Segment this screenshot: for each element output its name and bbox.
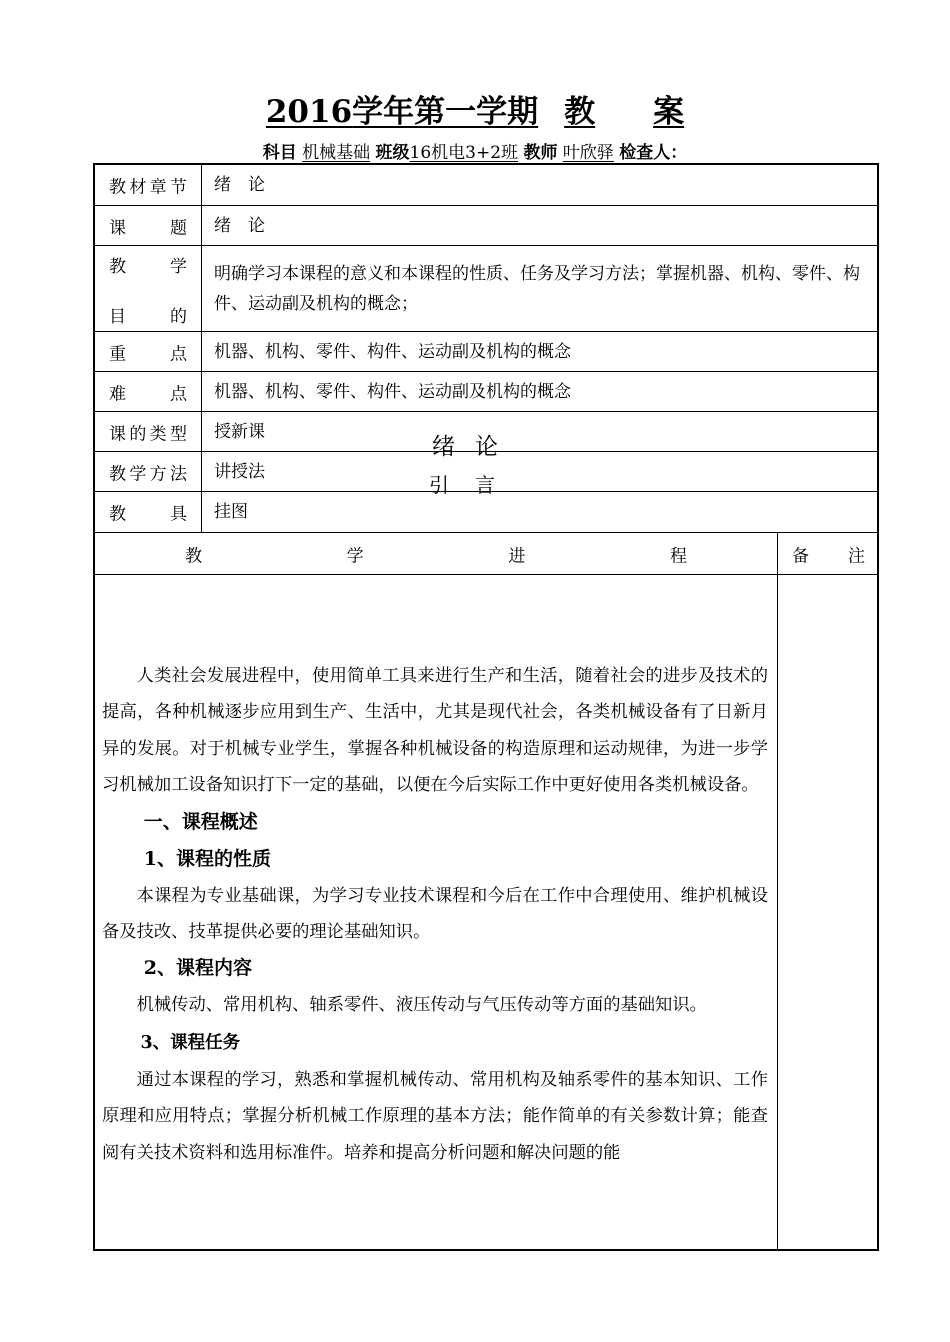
teacher-label: 教师: [523, 143, 558, 163]
label-lesson-type: 课 的 类 型: [95, 412, 202, 451]
lesson-heading: 绪论: [432, 434, 518, 460]
intro-paragraph: 人类社会发展进程中，使用简单工具来进行生产和生活，随着社会的进步及技术的提高，各种机械逐步应用到生产、生活中，尤其是现代社会，各类机械设备有了日新月异的发展。对于机械专业学生，掌握各种机械设备的构造原理和运动规律，为进一步学习机械加工设备知识打下一定的基础，以便在今后实际工作中更好使用各类机械设备。: [102, 666, 768, 796]
class-value: 16机电3+2班: [409, 143, 519, 163]
value-difficulty: 机器、机构、零件、构件、运动副及机构的概念: [214, 381, 571, 402]
task-paragraph: 通过本课程的学习，熟悉和掌握机械传动、常用机构及轴系零件的基本知识、工作原理和应用特点；掌握分析机械工作原理的基本方法；能作简单的有关参数计算；能查阅有关技术资料和选用标准件。培养和提高分析问题和解决问题的能: [102, 1069, 768, 1163]
value-chapter: 绪 论: [214, 175, 265, 195]
class-label: 班级: [375, 143, 410, 163]
value-key-point: 机器、机构、零件、构件、运动副及机构的概念: [214, 341, 571, 362]
row-difficulty: [95, 372, 877, 412]
label-tools: 教 具: [95, 492, 202, 532]
value-method: 讲授法: [214, 461, 265, 482]
value-tools: 挂图: [214, 502, 248, 522]
row-chapter: [95, 165, 877, 206]
title-term: 学年第一学期: [352, 94, 539, 130]
title-an: 案: [653, 94, 685, 130]
process-header: 教 学 进 程: [95, 533, 778, 574]
section-1-heading: 一、课程概述: [143, 810, 258, 833]
row-tools: [95, 492, 877, 533]
row-objective: [95, 246, 877, 332]
task-heading: 3、课程任务: [140, 1032, 241, 1053]
meta-line: [0, 138, 950, 163]
content-paragraph: 机械传动、常用机构、轴系零件、液压传动与气压传动等方面的基础知识。: [136, 995, 707, 1016]
row-key-point: [95, 332, 877, 372]
label-objective: 教 学 目 的: [95, 246, 202, 331]
notes-header: 备 注: [792, 546, 865, 566]
subject-label: 科目: [262, 143, 297, 163]
page-title: [0, 86, 950, 131]
row-topic: [95, 206, 877, 246]
label-topic: 课 题: [95, 206, 202, 245]
row-process-header: [95, 533, 877, 575]
nature-heading: 1、课程的性质: [143, 847, 272, 870]
value-topic: 绪 论: [214, 215, 265, 236]
nature-paragraph: 本课程为专业基础课，为学习专业技术课程和今后在工作中合理使用、维护机械设备及技改、技革提供必要的理论基础知识。: [102, 885, 768, 943]
teacher-value: 叶欣驿: [562, 143, 614, 163]
label-chapter: 教 材 章 节: [95, 165, 202, 205]
value-lesson-type: 授新课: [214, 421, 265, 442]
label-difficulty: 难 点: [95, 372, 202, 411]
label-key-point: 重 点: [95, 332, 202, 371]
label-method: 教 学 方 法: [95, 452, 202, 491]
content-heading: 2、课程内容: [143, 957, 253, 980]
subject-value: 机械基础: [302, 143, 371, 163]
lesson-content: [102, 658, 768, 1171]
title-jiao: 教: [564, 94, 596, 130]
value-objective: 明确学习本课程的意义和本课程的性质、任务及学习方法；掌握机器、机构、零件、构件、运动副及机构的概念；: [214, 263, 860, 314]
lesson-subheading: 引言: [429, 473, 521, 497]
checker-label: 检查人：: [619, 143, 688, 163]
title-year: 2016: [265, 94, 353, 130]
